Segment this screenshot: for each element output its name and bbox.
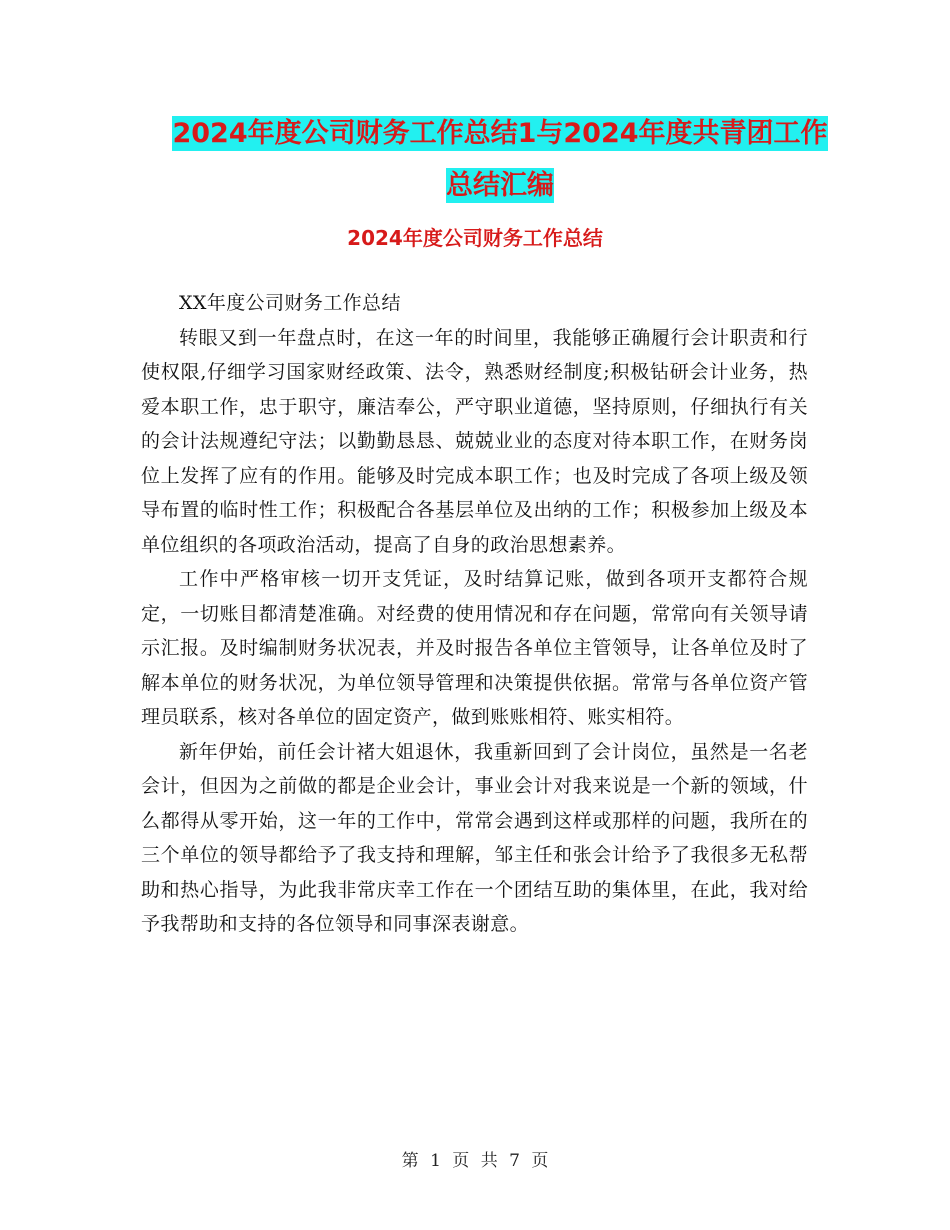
document-title-line-2: 总结汇编 — [446, 170, 554, 201]
document-body — [141, 286, 808, 942]
paragraph: 新年伊始，前任会计褚大姐退休，我重新回到了会计岗位，虽然是一名老会计，但因为之前做的都是企业会计，事业会计对我来说是一个新的领域，什么都得从零开始，这一年的工作中，常常会遇到这样或那样的问题，我所在的三个单位的领导都给予了我支持和理解，邹主任和张会计给予了我很多无私帮助和热心指导，为此我非常庆幸工作在一个团结互助的集体里，在此，我对给予我帮助和支持的各位领导和同事深表谢意。 — [141, 740, 808, 935]
document-title-line-1: 2024年度公司财务工作总结1与2024年度共青团工作 — [172, 118, 828, 149]
paragraph: 工作中严格审核一切开支凭证，及时结算记账，做到各项开支都符合规定，一切账目都清楚准确。对经费的使用情况和存在问题，常常向有关领导请示汇报。及时编制财务状况表，并及时报告各单位主管领导，让各单位及时了解本单位的财务状况，为单位领导管理和决策提供依据。常常与各单位资产管理员联系，核对各单位的固定资产，做到账账相符、账实相符。 — [141, 568, 808, 728]
document-title — [140, 108, 860, 212]
page-footer: 第 1 页 共 7 页 — [401, 1151, 549, 1171]
paragraph: 转眼又到一年盘点时，在这一年的时间里，我能够正确履行会计职责和行使权限,仔细学习国家财经政策、法令，熟悉财经制度;积极钻研会计业务，热爱本职工作，忠于职守，廉洁奉公，严守职业道德，坚持原则，仔细执行有关的会计法规遵纪守法；以勤勤恳恳、兢兢业业的态度对待本职工作，在财务岗位上发挥了应有的作用。能够及时完成本职工作；也及时完成了各项上级及领导布置的临时性工作；积极配合各基层单位及出纳的工作；积极参加上级及本单位组织的各项政治活动，提高了自身的政治思想素养。 — [141, 326, 808, 556]
paragraph: XX年度公司财务工作总结 — [179, 292, 401, 314]
section-title: 2024年度公司财务工作总结 — [347, 226, 603, 250]
